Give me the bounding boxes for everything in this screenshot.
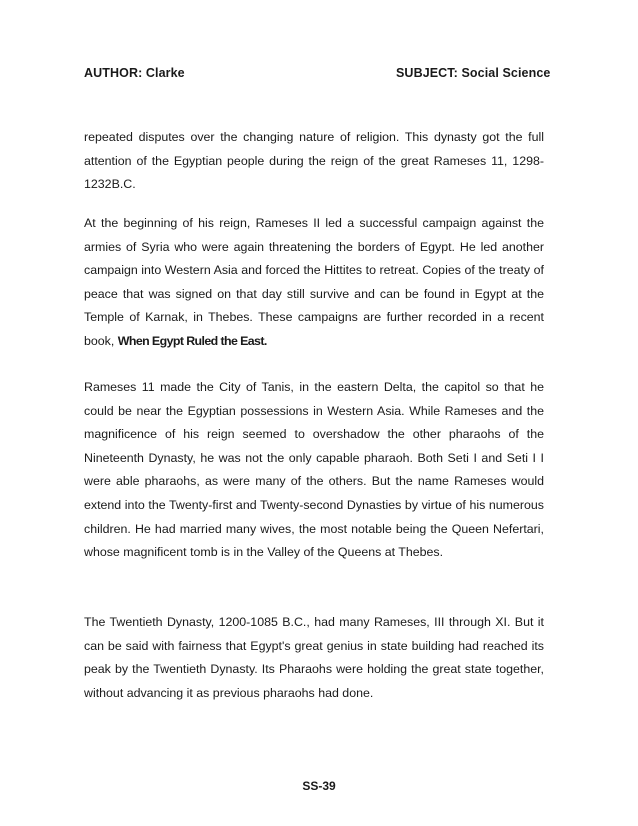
subject-header: SUBJECT: Social Science <box>396 66 551 80</box>
paragraph-2-text: At the beginning of his reign, Rameses II led a successful campaign against the armies of Syria who were again threatening the borders of Egypt. He led another campaign into Western Asia and forced the Hittites to retreat. Copies of the treaty of peace that was signed on that day still survive and can be found in Egypt at the Temple of Karnak, in Thebes. These campaigns are further recorded in a recent book, <box>84 216 544 348</box>
paragraph-2 <box>84 212 544 354</box>
paragraph-4: The Twentieth Dynasty, 1200-1085 B.C., had many Rameses, III through XI. But it can be said with fairness that Egypt's great genius in state building had reached its peak by the Twentieth Dynasty. Its Pharaohs were holding the great state together, without advancing it as previous pharaohs had done. <box>84 615 544 700</box>
book-title: When Egypt Ruled the East. <box>117 333 267 348</box>
author-header: AUTHOR: Clarke <box>84 66 185 80</box>
paragraph-1: repeated disputes over the changing nature of religion. This dynasty got the full attention of the Egyptian people during the reign of the great Rameses 11, 1298-1232B.C. <box>84 130 544 192</box>
paragraph-3: Rameses 11 made the City of Tanis, in the eastern Delta, the capitol so that he could be near the Egyptian possessions in Western Asia. While Rameses and the magnificence of his reign seemed to overshadow the other pharaohs of the Nineteenth Dynasty, he was not the only capable pharaoh. Both Seti I and Seti I I were able pharaohs, as were many of the others. But the name Rameses would extend into the Twenty-first and Twenty-second Dynasties by virtue of his numerous children. He had married many wives, the most notable being the Queen Nefertari, whose magnificent tomb is in the Valley of the Queens at Thebes. <box>84 380 544 560</box>
page-number: SS-39 <box>302 779 336 793</box>
